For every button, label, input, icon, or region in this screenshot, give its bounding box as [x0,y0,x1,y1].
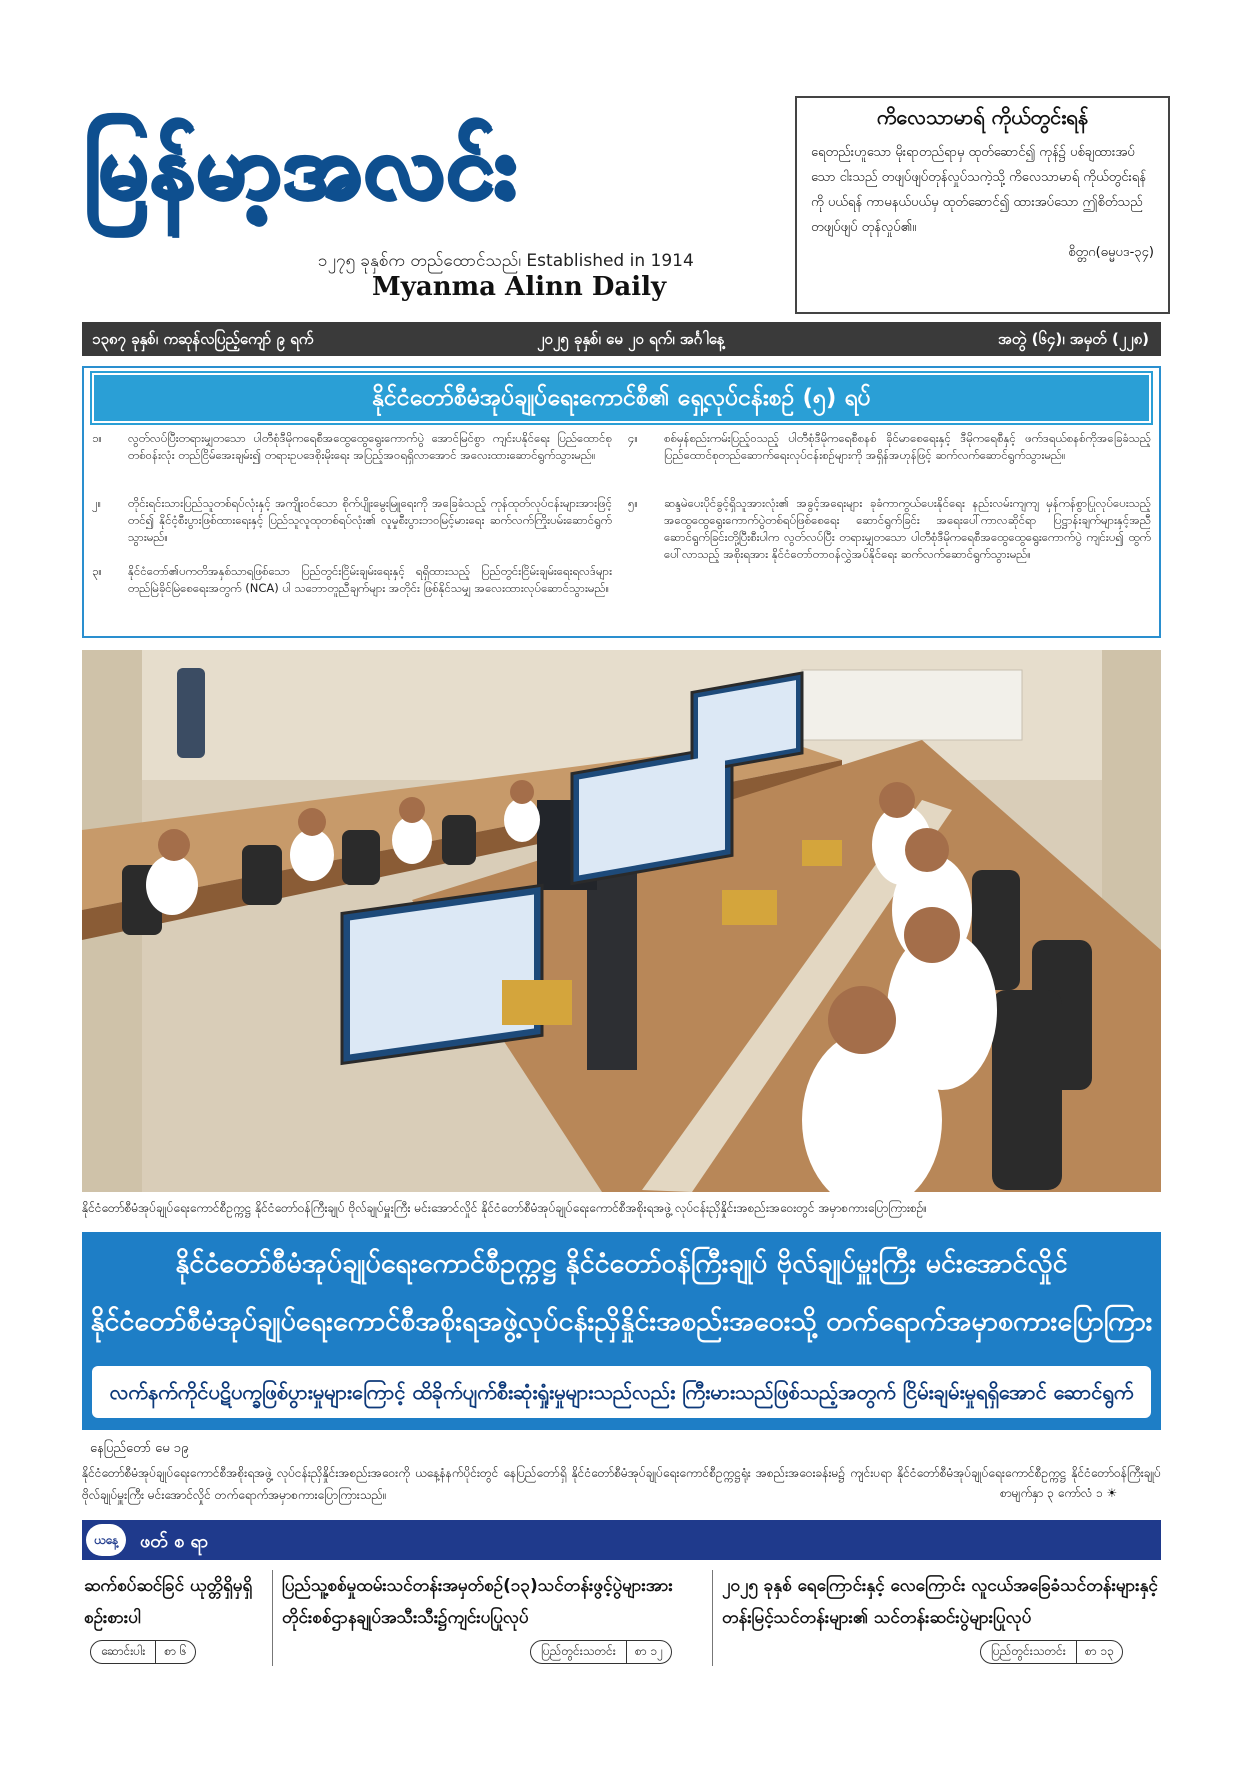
objective-text: စစ်မှန်စည်းကမ်းပြည့်ဝသည့် ပါတီစုံဒီမိုကရေစီစနစ် ခိုင်မာစေရေးနှင့် ဒီမိုကရေစီနှင့် ဖက်ဒရယ်စနစ်ကိုအခြေခံသည့် ပြည်ထောင်စုတည်ဆောက်ရေးလုပ်ငန်းစဉ်များကို အရှိန်အဟုန်ဖြင့် ဆက်လက်ဆောင်ရွက်သွားမည်။ [664,431,1151,462]
index-tag-label: ဆောင်းပါး [91,1641,156,1663]
headline-line-2: နိုင်ငံတော်စီမံအုပ်ချုပ်ရေးကောင်စီအစိုးရအဖွဲ့လုပ်ငန်းညှိနှိုင်းအစည်းအဝေးသို့ တက်ရောက်အမှာစကားပြောကြား [90,1306,1153,1337]
quote-title: ကိလေသာမာရ် ကိုယ်တွင်းရန် [876,105,1089,129]
index-badge: ယနေ့ [86,1524,126,1556]
index-item-title[interactable]: ဆက်စပ်ဆင်ခြင် ယုတ္တိရှိမှရှိ စဉ်းစားပါ [84,1576,253,1628]
english-title: Myanma Alinn Daily [372,272,667,302]
index-tag-label: ပြည်တွင်းသတင်း [531,1641,627,1663]
index-tag-page: စာ ၁၂ [634,1644,663,1658]
index-tag[interactable] [530,1640,672,1664]
quote-source: စိတ္တဂ(ဓမ္မပဒ-၃၄) [1068,245,1154,260]
masthead-logo [84,92,744,252]
issue-number: အတွဲ (၆၄)၊ အမှတ် (၂၂၈) [998,330,1149,348]
objective-number: ၂။ [92,496,102,510]
date-bar [82,322,1161,356]
objective-text: ဆန္ဒမဲပေးပိုင်ခွင့်ရှိသူအားလုံး၏ အခွင့်အရေးများ ခုခံကာကွယ်ပေးနိုင်ရေး နည်းလမ်းကျကျ မှန်ကန်စွာပြုလုပ်ပေးသည့် အထွေထွေရွေးကောက်ပွဲတစ်ရပ်ဖြစ်စေရေး ဆောင်ရွက်ခြင်း အရေးပေါ်ကာလဆိုင်ရာ ပြဋ္ဌာန်းချက်များနှင့်အညီ ဆောင်ရွက်ခြင်းတို့ပြီးစီးပါက လွတ်လပ်ပြီး တရားမျှတသော ပါတီစုံဒီမိုကရေစီအထွေထွေရွေးကောက်ပွဲ ကျင်းပ၍ ထွက်ပေါ်လာသည့် အစိုးရအား နိုင်ငံတော်တာဝန်လွှဲအပ်နိုင်ရေး ဆက်လက်ဆောင်ရွက်သွားမည်။ [664,496,1151,561]
meeting-photo [82,650,1161,1192]
objective-text: နိုင်ငံတော်၏ပကတိအနှစ်သာရဖြစ်သော ပြည်တွင်းငြိမ်းချမ်းရေးနှင့် ရရှိထားသည့် ပြည်တွင်းငြိမ်းချမ်းရေးရလဒ်များ တည်မြဲခိုင်မြဲစေရေးအတွက် (NCA) ပါ သဘောတူညီချက်များ အတိုင်း ဖြစ်နိုင်သမျှ အလေးထားလုပ်ဆောင်သွားမည်။ [128,564,612,595]
index-divider [272,1570,273,1666]
article-body: နိုင်ငံတော်စီမံအုပ်ချုပ်ရေးကောင်စီအစိုးရအဖွဲ့ လုပ်ငန်းညှိနှိုင်းအစည်းအဝေးကို ယနေ့နံနက်ပိုင်းတွင် နေပြည်တော်ရှိ နိုင်ငံတော်စီမံအုပ်ချုပ်ရေးကောင်စီဥက္ကဋ္ဌရုံး အစည်းအဝေးခန်းမ၌ ကျင်းပရာ နိုင်ငံတော်စီမံအုပ်ချုပ်ရေးကောင်စီဥက္ကဋ္ဌ နိုင်ငံတော်ဝန်ကြီးချုပ် ဗိုလ်ချုပ်မှူးကြီး မင်းအောင်လှိုင် တက်ရောက်အမှာစကားပြောကြားသည်။ [82,1466,1161,1502]
objectives-heading: နိုင်ငံတော်စီမံအုပ်ချုပ်ရေးကောင်စီ၏ ရှေ့လုပ်ငန်းစဉ် (၅) ရပ် [92,373,1151,423]
index-tag-label: ပြည်တွင်းသတင်း [981,1641,1077,1663]
index-divider [712,1570,713,1666]
headline-subhead: လက်နက်ကိုင်ပဋိပက္ခဖြစ်ပွားမှုများကြောင့် ထိခိုက်ပျက်စီးဆုံးရှုံးမှုများသည်လည်း ကြီးမားသည်ဖြစ်သည့်အတွက် ငြိမ်းချမ်းမှုရရှိအောင် ဆောင်ရွက် [92,1366,1151,1418]
index-item-title[interactable]: ၂၀၂၅ ခုနှစ် ရေကြောင်းနှင့် လေကြောင်း လူငယ်အခြေခံသင်တန်းများနှင့် တန်းမြင့်သင်တန်းများ၏ သင်တန်းဆင်းပွဲများပြုလုပ် [722,1576,1158,1628]
index-item-title[interactable]: ပြည်သူ့စစ်မှုထမ်းသင်တန်းအမှတ်စဉ်(၁၃)သင်တန်းဖွင့်ပွဲများအား တိုင်းစစ်ဌာနချုပ်အသီးသီး၌ကျင်းပပြုလုပ် [282,1576,673,1628]
gregorian-date: ၂၀၂၅ ခုနှစ်၊ မေ ၂၀ ရက်၊ အင်္ဂါနေ့ [537,330,725,348]
headline-line-1: နိုင်ငံတော်စီမံအုပ်ချုပ်ရေးကောင်စီဥက္ကဋ္ဌ နိုင်ငံတော်ဝန်ကြီးချုပ် ဗိုလ်ချုပ်မှူးကြီး မင်းအောင်လှိုင် [175,1248,1068,1279]
objective-item [92,495,612,546]
quote-box [795,96,1170,314]
objective-text: တိုင်းရင်းသားပြည်သူတစ်ရပ်လုံးနှင့် အကျိုးဝင်သော စိုက်ပျိုးမွေးမြူရေးကို အခြေခံသည့် ကုန်ထုတ်လုပ်ငန်းများအားဖြင့်တင်၍ နိုင်ငံ့စီးပွားဖြစ်ထားရေးနှင့် ပြည်သူလူထုတစ်ရပ်လုံး၏ လူမှုစီးပွားဘဝမြင့်မားရေး ဆက်လက်ကြိုးပမ်းဆောင်ရွက်သွားမည်။ [128,496,612,544]
photo-caption: နိုင်ငံတော်စီမံအုပ်ချုပ်ရေးကောင်စီဥက္ကဋ္ဌ နိုင်ငံတော်ဝန်ကြီးချုပ် ဗိုလ်ချုပ်မှူးကြီး မင်းအောင်လှိုင် နိုင်ငံတော်စီမံအုပ်ချုပ်ရေးကောင်စီအစိုးရအဖွဲ့ လုပ်ငန်းညှိနှိုင်းအစည်းအဝေးတွင် အမှာစကားပြောကြားစဉ်။ [82,1201,928,1215]
article-continued[interactable]: စာမျက်နှာ ၃ ကော်လံ ၁ ☀ [1000,1486,1118,1500]
objective-number: ၁။ [92,431,102,445]
index-tag-page: စာ ၁၃ [1084,1644,1114,1658]
index-label: ဖတ် စ ရာ [140,1531,209,1552]
established-line: ၁၂၇၅ ခုနှစ်က တည်ထောင်သည်၊ Established in 1914 [318,251,694,271]
index-tag-page: စာ ၆ [164,1644,187,1658]
objective-number: ၃။ [92,564,102,578]
objective-text: လွတ်လပ်ပြီးတရားမျှတသော ပါတီစုံဒီမိုကရေစီအထွေထွေရွေးကောက်ပွဲ အောင်မြင်စွာ ကျင်းပနိုင်ရေး ပြည်ထောင်စုတစ်ဝန်းလုံး တည်ငြိမ်အေးချမ်း၍ တရားဥပဒေစိုးမိုးရေး အပြည့်အဝရရှိလာအောင် အလေးထားဆောင်ရွက်သွားမည်။ [128,431,612,462]
objective-item [92,430,612,464]
objective-item [628,495,1151,563]
index-tag[interactable] [980,1640,1123,1664]
objective-number: ၅။ [628,496,638,510]
index-bar [82,1520,1161,1560]
index-tag[interactable] [90,1640,196,1664]
masthead-title: မြန်မာ့အလင်း [84,117,518,217]
myanmar-date: ၁၃၈၇ ခုနှစ်၊ ကဆုန်လပြည့်ကျော် ၉ ရက် [92,330,314,348]
objective-number: ၄။ [628,431,638,445]
objective-item [92,563,612,597]
quote-body: ရေတည်းဟူသော မိုးရာတည်ရာမှ ထုတ်ဆောင်၍ ကုန်၌ ပစ်ချထားအပ်သော ငါးသည် တဖျပ်ဖျပ်တုန်လှုပ်သကဲ့သို့ ကိလေသာမာရ် ကိုယ်တွင်းရန်ကို ပယ်ရန် ကာမနယ်ပယ်မှ ထုတ်ဆောင်၍ ထားအပ်သော ဤစိတ်သည် တဖျပ်ဖျပ် တုန်လှုပ်၏။ [811,145,1147,235]
article-dateline: နေပြည်တော် မေ ၁၉ [90,1441,189,1456]
objective-item [628,430,1151,464]
